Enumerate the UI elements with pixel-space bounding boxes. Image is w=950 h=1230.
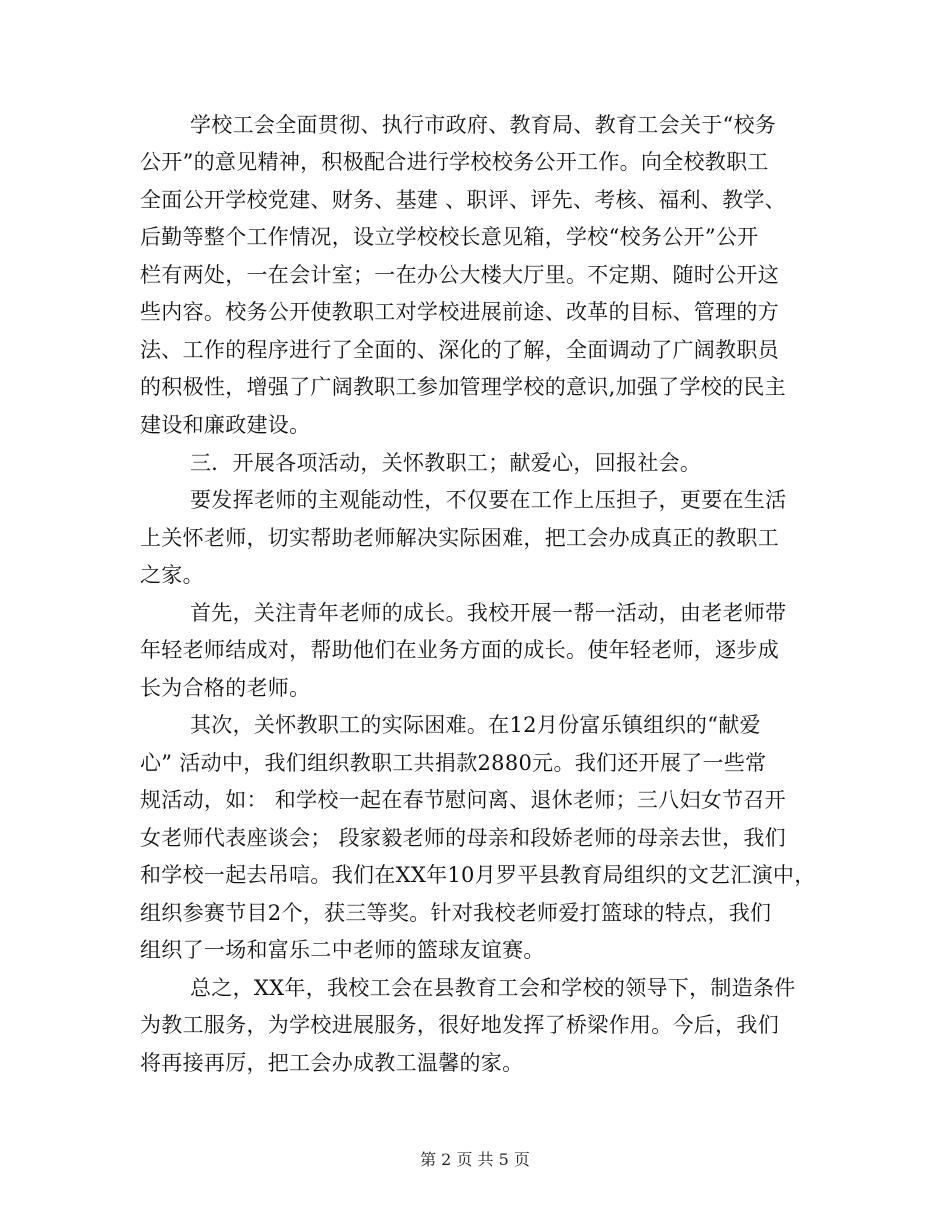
text-line: 公开”的意见精神，积极配合进行学校校务公开工作。向全校教职工 [140,150,769,174]
text-line: 些内容。校务公开使教职工对学校进展前途、改革的目标、管理的方 [140,300,779,324]
page-number-footer: 第 2 页 共 5 页 [420,1150,530,1169]
text-line: 长为合格的老师。 [140,676,311,700]
text-line: 年轻老师结成对，帮助他们在业务方面的成长。使年轻老师，逐步成 [140,638,779,662]
text-line: 总之，XX年，我校工会在县教育工会和学校的领导下，制造条件 [190,976,796,1000]
text-line: 后勤等整个工作情况，设立学校校长意见箱，学校“校务公开”公开 [140,225,759,249]
text-line: 为教工服务，为学校进展服务，很好地发挥了桥梁作用。今后，我们 [140,1013,779,1037]
text-line: 规活动，如： 和学校一起在春节慰问离、退休老师；三八妇女节召开 [140,788,786,812]
text-line: 要发挥老师的主观能动性，不仅要在工作上压担子，更要在生活 [190,488,787,512]
text-line: 之家。 [140,563,204,587]
text-line: 和学校一起去吊唁。我们在XX年10月罗平县教育局组织的文艺汇演中， [140,863,816,887]
text-line: 上关怀老师，切实帮助老师解决实际困难，把工会办成真正的教职工 [140,526,779,550]
text-line: 学校工会全面贯彻、执行市政府、教育局、教育工会关于“校务 [190,113,777,137]
section-heading: 三．开展各项活动，关怀教职工；献爱心，回报社会。 [190,451,702,475]
text-line: 的积极性，增强了广阔教职工参加管理学校的意识,加强了学校的民主 [140,375,786,399]
text-line: 其次，关怀教职工的实际困难。在12月份富乐镇组织的“献爱 [190,713,761,737]
text-line: 建设和廉政建设。 [140,413,311,437]
text-line: 将再接再厉，把工会办成教工温馨的家。 [140,1051,524,1075]
text-line: 女老师代表座谈会； 段家毅老师的母亲和段娇老师的母亲去世，我们 [140,826,786,850]
text-line: 法、工作的程序进行了全面的、深化的了解，全面调动了广阔教职员 [140,338,779,362]
text-line: 组织参赛节目2个，获三等奖。针对我校老师爱打篮球的特点，我们 [140,901,772,925]
text-line: 组织了一场和富乐二中老师的篮球友谊赛。 [140,938,545,962]
text-line: 心” 活动中，我们组织教职工共捐款2880元。我们还开展了一些常 [140,751,767,775]
text-line: 首先，关注青年老师的成长。我校开展一帮一活动，由老老师带 [190,601,787,625]
text-line: 栏有两处，一在会计室；一在办公大楼大厅里。不定期、随时公开这 [140,263,779,287]
text-line: 全面公开学校党建、财务、基建 、职评、评先、考核、福利、教学、 [140,188,786,212]
